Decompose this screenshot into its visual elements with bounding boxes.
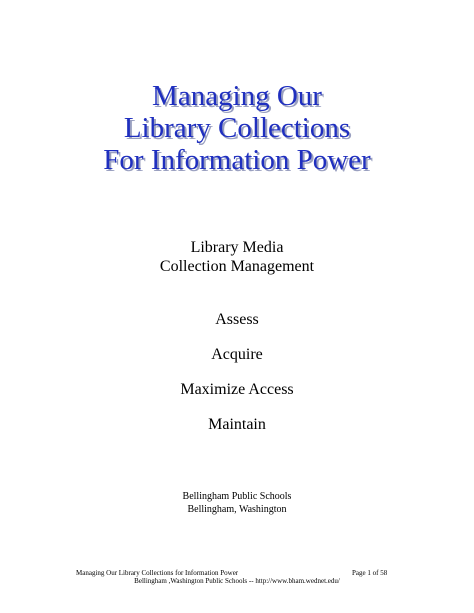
step-acquire: Acquire [211,346,263,363]
footer-source-line: Bellingham ,Washington Public Schools -- http://www.bham.wednet.edu/ [134,577,340,585]
title-line-1: Managing Our [152,80,322,112]
organization-location: Bellingham, Washington [187,504,287,515]
footer-document-title: Managing Our Library Collections for Information Power [76,569,239,577]
title-line-2: Library Collections [123,112,351,144]
document-title [0,80,474,176]
step-assess: Assess [215,311,259,328]
step-maximize-access: Maximize Access [180,381,294,398]
step-maintain: Maintain [208,416,266,433]
organization-block [0,490,474,516]
document-subtitle [0,238,474,276]
title-line-3: For Information Power [103,144,371,176]
organization-name: Bellingham Public Schools [182,491,292,502]
subtitle-line-1: Library Media [190,239,284,256]
subtitle-line-2: Collection Management [159,258,315,275]
footer-page-indicator: Page 1 of 58 [352,569,388,577]
